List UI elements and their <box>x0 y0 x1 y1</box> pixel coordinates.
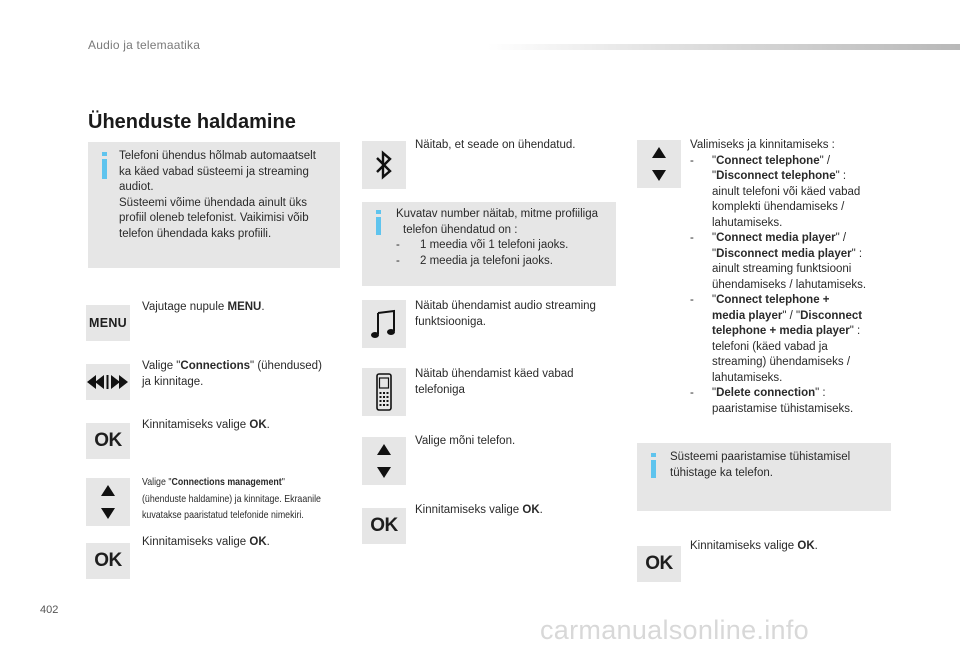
ok-button-icon: OK <box>86 543 130 579</box>
info-icon <box>376 210 381 214</box>
info-icon <box>651 453 656 457</box>
watermark: carmanualsonline.info <box>540 615 809 645</box>
ok-button-icon: OK <box>362 508 406 544</box>
hands-free-description: Näitab ühendamist käed vabad telefoniga <box>415 368 574 396</box>
info-box-connection <box>88 142 340 268</box>
music-note-icon <box>362 300 406 348</box>
step-confirm-ok: Kinnitamiseks valige OK. <box>142 536 270 548</box>
options-list: Valimiseks ja kinnitamiseks : - "Connect telephone" / "Disconnect telephone" : ainult telefoni või käed vabad komplekti ühendamiseks / lahutamiseks. - "Connect media player" / "Disconnect media player" : ainult streaming funktsiooni ühendamiseks / lahutamiseks. - "Connect telephone + media player" / "Disconnect telephone + media player" : telefoni (käed vabad ja streaming) ühendamiseks / lahutamiseks. - "Delete connection" : paaristamise tühistamiseks. <box>690 138 900 417</box>
menu-button-icon: MENU <box>86 305 130 341</box>
step-connections-management: Valige "Connections management" (ühenduste haldamine) ja kinnitage. Ekraanile kuvatakse paaristatud telefonide nimekiri. <box>142 476 321 521</box>
ok-button-icon: OK <box>637 546 681 582</box>
list-item: - 1 meedia või 1 telefoni jaoks. <box>396 239 569 251</box>
info-box-unpair: Süsteemi paaristamise tühistamisel tühistage ka telefon. <box>637 443 891 511</box>
mobile-phone-icon <box>362 368 406 416</box>
up-down-arrows-icon <box>362 437 406 485</box>
list-item: - "Connect media player" / "Disconnect media player" : ainult streaming funktsiooni ühendamiseks / lahutamiseks. <box>690 232 867 291</box>
list-item: - "Connect telephone + media player" / "Disconnect telephone + media player" : telefoni (käed vabad ja streaming) ühendamiseks / lahutamiseks. <box>690 294 863 384</box>
step-confirm-ok: Kinnitamiseks valige OK. <box>690 540 818 552</box>
list-item: - "Delete connection" : paaristamise tühistamiseks. <box>690 387 854 415</box>
section-header: Audio ja telemaatika <box>88 38 201 52</box>
page-number: 402 <box>40 604 59 616</box>
step-press-menu: Vajutage nupule MENU. <box>142 301 265 313</box>
page-title: Ühenduste haldamine <box>88 111 296 133</box>
info-icon <box>102 152 107 156</box>
arrows-left-right-icon <box>86 364 130 400</box>
up-down-arrows-icon <box>637 140 681 188</box>
info-box-profiles: Kuvatav number näitab, mitme profiiliga telefon ühendatud on : - 1 meedia või 1 telefoni jaoks. - 2 meedia ja telefoni jaoks. <box>362 202 616 286</box>
step-confirm-ok: Kinnitamiseks valige OK. <box>142 419 270 431</box>
bluetooth-description: Näitab, et seade on ühendatud. <box>415 139 576 151</box>
audio-streaming-description: Näitab ühendamist audio streaming funktsiooniga. <box>415 300 596 328</box>
ok-button-icon: OK <box>86 423 130 459</box>
info-text: Telefoni ühendus hõlmab automaatselt ka käed vabad süsteemi ja streaming audiot. Süsteemi võime ühendada ainult üks profiil oleneb telefonist. Vaikimisi võib telefon ühendada kaks profiili. <box>119 150 316 240</box>
header-divider <box>488 44 960 50</box>
step-select-connections: Valige "Connections" (ühendused) ja kinnitage. <box>142 360 322 388</box>
up-down-arrows-icon <box>86 478 130 526</box>
step-confirm-ok: Kinnitamiseks valige OK. <box>415 504 543 516</box>
bluetooth-icon <box>362 141 406 189</box>
step-select-phone: Valige mõni telefon. <box>415 435 516 447</box>
list-item: - "Connect telephone" / "Disconnect telephone" : ainult telefoni või käed vabad komplekti ühendamiseks / lahutamiseks. <box>690 154 861 229</box>
list-item: - 2 meedia ja telefoni jaoks. <box>396 254 553 267</box>
